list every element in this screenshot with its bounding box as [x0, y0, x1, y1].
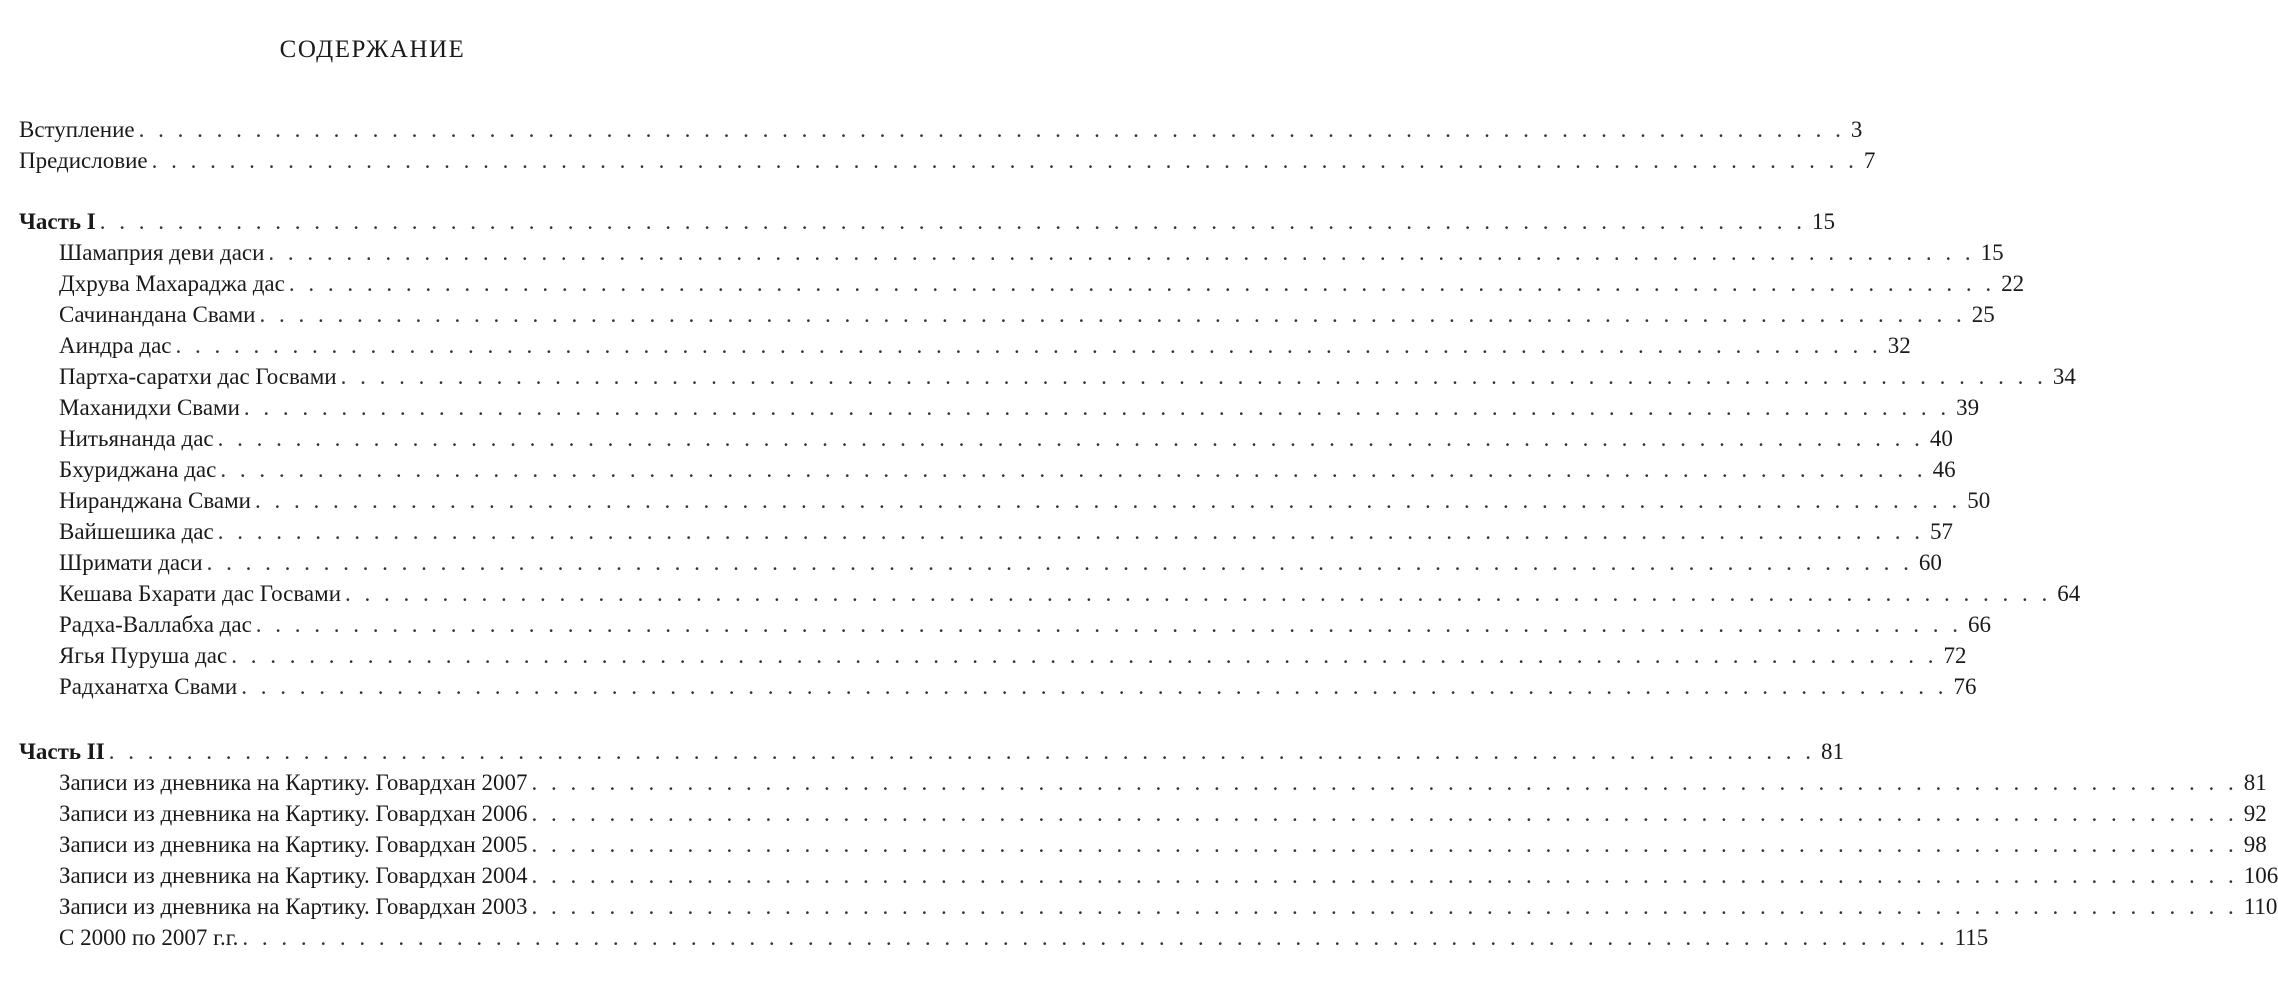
- toc-entry: [59, 672, 1977, 702]
- page-title: СОДЕРЖАНИЕ: [279, 36, 466, 63]
- toc-entry: [59, 362, 2076, 392]
- toc-page-number: 3: [1850, 117, 1863, 142]
- dot-leader: . . . . . . . . . . . . . . . . . . . . . . . . . . . . . . . . . . . . . . . . . . . . . . . . . . . . . . . . . . . . . . . . . . . . . . . . . . . . . . . . . . . . . . . .: [288, 271, 1996, 296]
- toc-page-number: 40: [1929, 426, 1953, 451]
- toc-entry-title: Записи из дневника на Картику. Говардхан 2003: [59, 894, 528, 919]
- toc-entry: [59, 393, 1980, 423]
- toc-entry: [59, 548, 1942, 578]
- toc-page-number: 98: [2243, 832, 2267, 857]
- toc-entry: [59, 861, 2278, 891]
- toc-page-number: 25: [1971, 302, 1995, 327]
- toc-page-number: 60: [1918, 550, 1942, 575]
- dot-leader: . . . . . . . . . . . . . . . . . . . . . . . . . . . . . . . . . . . . . . . . . . . . . . . . . . . . . . . . . . . . . . . . . . . . . . . . . . . . . . . . . . . . . . . .: [217, 426, 1924, 451]
- dot-leader: . . . . . . . . . . . . . . . . . . . . . . . . . . . . . . . . . . . . . . . . . . . . . . . . . . . . . . . . . . . . . . . . . . . . . . . . . . . . . . . . . . . . . . . .: [231, 643, 1938, 668]
- dot-leader: . . . . . . . . . . . . . . . . . . . . . . . . . . . . . . . . . . . . . . . . . . . . . . . . . . . . . . . . . . . . . . . . . . . . . . . . . . . . . . . . . . . . . . . .: [531, 832, 2238, 857]
- toc-page-number: 32: [1887, 333, 1911, 358]
- dot-leader: . . . . . . . . . . . . . . . . . . . . . . . . . . . . . . . . . . . . . . . . . . . . . . . . . . . . . . . . . . . . . . . . . . . . . . . . . . . . . . . . . . . . . . . .: [217, 519, 1924, 544]
- toc-page-number: 64: [2057, 581, 2081, 606]
- toc-page-number: 57: [1929, 519, 1953, 544]
- toc-page-number: 7: [1863, 148, 1876, 173]
- toc-entry-title: Нитьянанда дас: [59, 426, 214, 451]
- toc-entry: [59, 579, 2081, 609]
- toc-entry-title: Записи из дневника на Картику. Говардхан 2006: [59, 801, 528, 826]
- toc-entry-title: Записи из дневника на Картику. Говардхан 2007: [59, 770, 528, 795]
- dot-leader: . . . . . . . . . . . . . . . . . . . . . . . . . . . . . . . . . . . . . . . . . . . . . . . . . . . . . . . . . . . . . . . . . . . . . . . . . . . . . . . . . . . . . . . .: [259, 302, 1966, 327]
- toc-entry-title: Аиндра дас: [59, 333, 172, 358]
- toc-page-number: 92: [2243, 801, 2267, 826]
- toc-entry-title: Ягья Пуруша дас: [59, 643, 228, 668]
- dot-leader: . . . . . . . . . . . . . . . . . . . . . . . . . . . . . . . . . . . . . . . . . . . . . . . . . . . . . . . . . . . . . . . . . . . . . . . . . . . . . . . . . . . . . . . .: [243, 395, 1951, 420]
- toc-page-number: 39: [1956, 395, 1980, 420]
- toc-page-number: 110: [2243, 894, 2278, 919]
- toc-entry-title: Сачинандана Свами: [59, 302, 256, 327]
- toc-entry-title: С 2000 по 2007 г.г.: [59, 925, 239, 950]
- toc-entry-title: Бхуриджана дас: [59, 457, 217, 482]
- toc-entry: [59, 923, 1989, 953]
- toc-entry-title: Дхрува Махараджа дас: [59, 271, 285, 296]
- toc-page-number: 15: [1980, 240, 2004, 265]
- toc-entry: [59, 641, 1967, 671]
- toc-page-number: 34: [2052, 364, 2076, 389]
- toc-page-number: 106: [2243, 863, 2278, 888]
- toc-entry: [59, 269, 2025, 299]
- toc-page-number: 76: [1953, 674, 1977, 699]
- toc-entry: [59, 424, 1953, 454]
- dot-leader: . . . . . . . . . . . . . . . . . . . . . . . . . . . . . . . . . . . . . . . . . . . . . . . . . . . . . . . . . . . . . . . . . . . . . . . . . . . . . . . . . . . . . . . .: [254, 488, 1962, 513]
- toc-part-heading: [19, 207, 1835, 237]
- toc-entry: [19, 115, 1863, 145]
- toc-entry: [59, 799, 2267, 829]
- dot-leader: . . . . . . . . . . . . . . . . . . . . . . . . . . . . . . . . . . . . . . . . . . . . . . . . . . . . . . . . . . . . . . . . . . . . . . . . . . . . . . . . . . . . . . . .: [531, 863, 2238, 888]
- toc-entry: [59, 768, 2267, 798]
- toc-entry-title: Записи из дневника на Картику. Говардхан 2004: [59, 863, 528, 888]
- dot-leader: . . . . . . . . . . . . . . . . . . . . . . . . . . . . . . . . . . . . . . . . . . . . . . . . . . . . . . . . . . . . . . . . . . . . . . . . . . . . . . . . . . . . . . . .: [241, 674, 1948, 699]
- toc-entry-title: Шримати даси: [59, 550, 203, 575]
- toc-page-number: 50: [1967, 488, 1991, 513]
- dot-leader: . . . . . . . . . . . . . . . . . . . . . . . . . . . . . . . . . . . . . . . . . . . . . . . . . . . . . . . . . . . . . . . . . . . . . . . . . . . . . . . . . . . . . . . .: [345, 581, 2052, 606]
- dot-leader: . . . . . . . . . . . . . . . . . . . . . . . . . . . . . . . . . . . . . . . . . . . . . . . . . . . . . . . . . . . . . . . . . . . . . . . . . . . . . . . . . . . . . . . .: [99, 209, 1806, 234]
- toc-entry: [59, 610, 1992, 640]
- toc-entry-title: Партха-саратхи дас Госвами: [59, 364, 337, 389]
- dot-leader: . . . . . . . . . . . . . . . . . . . . . . . . . . . . . . . . . . . . . . . . . . . . . . . . . . . . . . . . . . . . . . . . . . . . . . . . . . . . . . . . . . . . . . . .: [531, 801, 2238, 826]
- dot-leader: . . . . . . . . . . . . . . . . . . . . . . . . . . . . . . . . . . . . . . . . . . . . . . . . . . . . . . . . . . . . . . . . . . . . . . . . . . . . . . . . . . . . . . . .: [255, 612, 1963, 637]
- toc-entry: [59, 455, 1956, 485]
- dot-leader: . . . . . . . . . . . . . . . . . . . . . . . . . . . . . . . . . . . . . . . . . . . . . . . . . . . . . . . . . . . . . . . . . . . . . . . . . . . . . . . . . . . . . . . .: [242, 925, 1949, 950]
- toc-page-number: 22: [2001, 271, 2025, 296]
- toc-entry-title: Вступление: [19, 117, 135, 142]
- toc-entry-title: Ниранджана Свами: [59, 488, 251, 513]
- dot-leader: . . . . . . . . . . . . . . . . . . . . . . . . . . . . . . . . . . . . . . . . . . . . . . . . . . . . . . . . . . . . . . . . . . . . . . . . . . . . . . . . . . . . . . . .: [268, 240, 1975, 265]
- toc-page-number: 15: [1812, 209, 1835, 234]
- toc-entry-title: Кешава Бхарати дас Госвами: [59, 581, 341, 606]
- toc-entry-title: Вайшешика дас: [59, 519, 214, 544]
- toc-entry-title: Предисловие: [19, 148, 148, 173]
- toc-entry-title: Записи из дневника на Картику. Говардхан 2005: [59, 832, 528, 857]
- toc-page-number: 72: [1943, 643, 1967, 668]
- toc-page-number: 81: [1820, 739, 1844, 764]
- dot-leader: . . . . . . . . . . . . . . . . . . . . . . . . . . . . . . . . . . . . . . . . . . . . . . . . . . . . . . . . . . . . . . . . . . . . . . . . . . . . . . . . . . . . . . . .: [151, 148, 1858, 173]
- toc-entry-title: Шамаприя деви даси: [59, 240, 265, 265]
- toc-entry: [19, 146, 1876, 176]
- dot-leader: . . . . . . . . . . . . . . . . . . . . . . . . . . . . . . . . . . . . . . . . . . . . . . . . . . . . . . . . . . . . . . . . . . . . . . . . . . . . . . . . . . . . . . . .: [138, 117, 1845, 142]
- toc-page-number: 66: [1968, 612, 1992, 637]
- toc-entry: [59, 830, 2267, 860]
- toc-entry: [59, 892, 2278, 922]
- dot-leader: . . . . . . . . . . . . . . . . . . . . . . . . . . . . . . . . . . . . . . . . . . . . . . . . . . . . . . . . . . . . . . . . . . . . . . . . . . . . . . . . . . . . . . . .: [108, 739, 1815, 764]
- toc-entry-title: Часть I: [19, 209, 96, 234]
- toc-page-number: 46: [1932, 457, 1956, 482]
- toc-page-number: 81: [2243, 770, 2267, 795]
- dot-leader: . . . . . . . . . . . . . . . . . . . . . . . . . . . . . . . . . . . . . . . . . . . . . . . . . . . . . . . . . . . . . . . . . . . . . . . . . . . . . . . . . . . . . . . .: [531, 770, 2238, 795]
- dot-leader: . . . . . . . . . . . . . . . . . . . . . . . . . . . . . . . . . . . . . . . . . . . . . . . . . . . . . . . . . . . . . . . . . . . . . . . . . . . . . . . . . . . . . . . .: [220, 457, 1927, 482]
- toc-entry: [59, 331, 1911, 361]
- toc-entry: [59, 486, 1991, 516]
- dot-leader: . . . . . . . . . . . . . . . . . . . . . . . . . . . . . . . . . . . . . . . . . . . . . . . . . . . . . . . . . . . . . . . . . . . . . . . . . . . . . . . . . . . . . . . .: [340, 364, 2047, 389]
- toc-part-heading: [19, 737, 1844, 767]
- toc-entry-title: Радха-Валлабха дас: [59, 612, 252, 637]
- dot-leader: . . . . . . . . . . . . . . . . . . . . . . . . . . . . . . . . . . . . . . . . . . . . . . . . . . . . . . . . . . . . . . . . . . . . . . . . . . . . . . . . . . . . . . . .: [175, 333, 1882, 358]
- dot-leader: . . . . . . . . . . . . . . . . . . . . . . . . . . . . . . . . . . . . . . . . . . . . . . . . . . . . . . . . . . . . . . . . . . . . . . . . . . . . . . . . . . . . . . . .: [206, 550, 1913, 575]
- toc-page-number: 115: [1954, 925, 1989, 950]
- dot-leader: . . . . . . . . . . . . . . . . . . . . . . . . . . . . . . . . . . . . . . . . . . . . . . . . . . . . . . . . . . . . . . . . . . . . . . . . . . . . . . . . . . . . . . . .: [531, 894, 2238, 919]
- toc-entry: [59, 238, 2004, 268]
- toc-entry: [59, 300, 1995, 330]
- toc-entry: [59, 517, 1953, 547]
- toc-entry-title: Радханатха Свами: [59, 674, 238, 699]
- toc-entry-title: Маханидхи Свами: [59, 395, 240, 420]
- toc-entry-title: Часть II: [19, 739, 105, 764]
